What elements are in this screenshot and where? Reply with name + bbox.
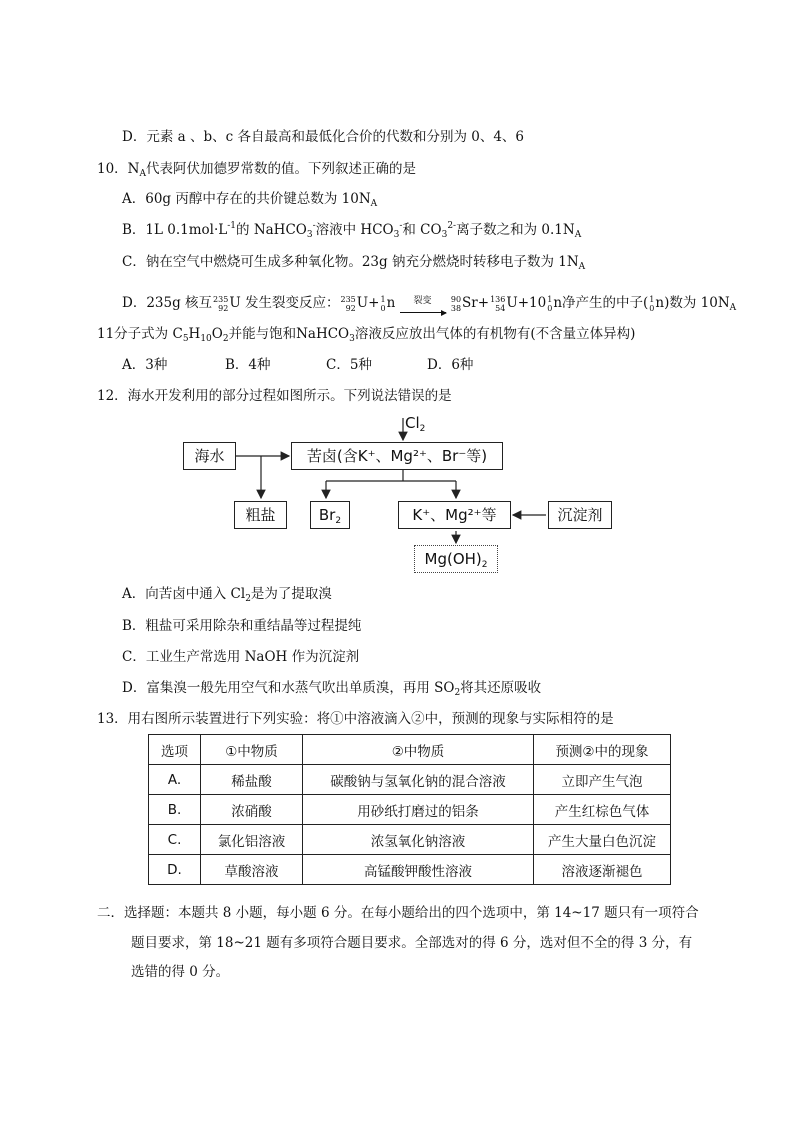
table-cell: A.	[149, 765, 201, 795]
q10-option-b: B．1L $0.1mol\cdot L^{-1}$的 NaHCO$_3$-溶液中 $HCO_3^-$和 $CO_3^{2-}$离子数之和为 $0.1N_A$	[122, 221, 582, 240]
precipitant-box: 沉淀剂	[548, 501, 612, 529]
table-cell: B.	[149, 795, 201, 825]
q11-option-d: D．6种	[427, 357, 474, 373]
table-cell: 产生红棕色气体	[534, 795, 671, 825]
q12-option-d: D．富集溴一般先用空气和水蒸气吹出单质溴，再用 $SO_2$将其还原吸收	[122, 680, 542, 698]
table-cell: 高锰酸钾酸性溶液	[303, 855, 534, 885]
q13-stem: 13．用右图所示装置进行下列实验：将①中溶液滴入②中，预测的现象与实际相符的是	[97, 711, 614, 727]
table-cell: 碳酸钠与氢氧化钠的混合溶液	[303, 765, 534, 795]
q12-stem: 12．海水开发利用的部分过程如图所示。下列说法错误的是	[97, 388, 452, 404]
table-cell: 用砂纸打磨过的铝条	[303, 795, 534, 825]
table-header: 预测②中的现象	[534, 735, 671, 765]
section2-instructions-line1: 二．选择题：本题共 8 小题，每小题 6 分。在每小题给出的四个选项中，第 14~17 题只有一项符合	[97, 905, 699, 921]
table-cell: 浓硝酸	[201, 795, 303, 825]
q13-table	[148, 734, 671, 885]
q12-option-a: A．向苦卤中通入 $Cl_2$是为了提取溴	[122, 586, 332, 604]
table-header-row	[149, 735, 671, 765]
mgoh2-box: $Mg(OH)_2$	[414, 545, 498, 573]
table-cell: 立即产生气泡	[534, 765, 671, 795]
q12-option-c: C．工业生产常选用 NaOH 作为沉淀剂	[122, 649, 360, 665]
table-cell: 产生大量白色沉淀	[534, 825, 671, 855]
table-header: ①中物质	[201, 735, 303, 765]
table-row	[149, 855, 671, 885]
table-cell: 氯化铝溶液	[201, 825, 303, 855]
table-row	[149, 765, 671, 795]
q12-option-b: B．粗盐可采用除杂和重结晶等过程提纯	[122, 618, 362, 634]
bittern-box: 苦卤(含K⁺、Mg²⁺、Br⁻等)	[291, 442, 503, 470]
table-cell: C.	[149, 825, 201, 855]
crude-salt-box: 粗盐	[234, 501, 287, 529]
q11-option-b: B．4种	[225, 357, 271, 373]
table-cell: 溶液逐渐褪色	[534, 855, 671, 885]
table-header: 选项	[149, 735, 201, 765]
table-row	[149, 795, 671, 825]
q10-option-c: C．钠在空气中燃烧可生成多种氧化物。23g 钠充分燃烧时转移电子数为 $1N_A$	[122, 254, 586, 272]
cl2-label: $Cl_2$	[405, 414, 426, 434]
table-cell: 稀盐酸	[201, 765, 303, 795]
q11-stem: 11分子式为 $C_5H_{10}O_2$并能与饱和NaHCO$_3$溶液反应放出气体的有机物有(不含量立体异构)	[97, 326, 636, 344]
section2-instructions-line2: 题目要求，第 18~21 题有多项符合题目要求。全部选对的得 6 分，选对但不全的得 3 分，有	[131, 935, 693, 951]
q10-option-d: D．235g 核互 235 92 U 发生裂变反应： 235 92 U+ 1 0 n 裂变 90 38 Sr+ 136 54 U+10 1 0 n净产生的中子( 1 0 n)数为 $10N_A$	[122, 292, 736, 313]
table-cell: 草酸溶液	[201, 855, 303, 885]
ions-box: K⁺、Mg²⁺等	[398, 501, 511, 529]
section2-instructions-line3: 选错的得 0 分。	[131, 964, 230, 980]
q10-stem: 10．$N_A$代表阿伏加德罗常数的值。下列叙述正确的是	[97, 161, 416, 179]
fission-arrow: 裂变	[400, 292, 446, 310]
q9-option-d: D．元素 a 、b、c 各自最高和最低化合价的代数和分别为 0、4、6	[122, 129, 525, 145]
table-cell: D.	[149, 855, 201, 885]
table-cell: 浓氢氧化钠溶液	[303, 825, 534, 855]
br2-box: $Br_2$	[310, 501, 350, 529]
seawater-box: 海水	[183, 442, 236, 470]
table-header: ②中物质	[303, 735, 534, 765]
q10-option-a: A．60g 丙醇中存在的共价键总数为 $10N_A$	[122, 191, 378, 209]
q11-option-a: A．3种	[122, 357, 168, 373]
q11-option-c: C．5种	[326, 357, 372, 373]
table-row	[149, 825, 671, 855]
